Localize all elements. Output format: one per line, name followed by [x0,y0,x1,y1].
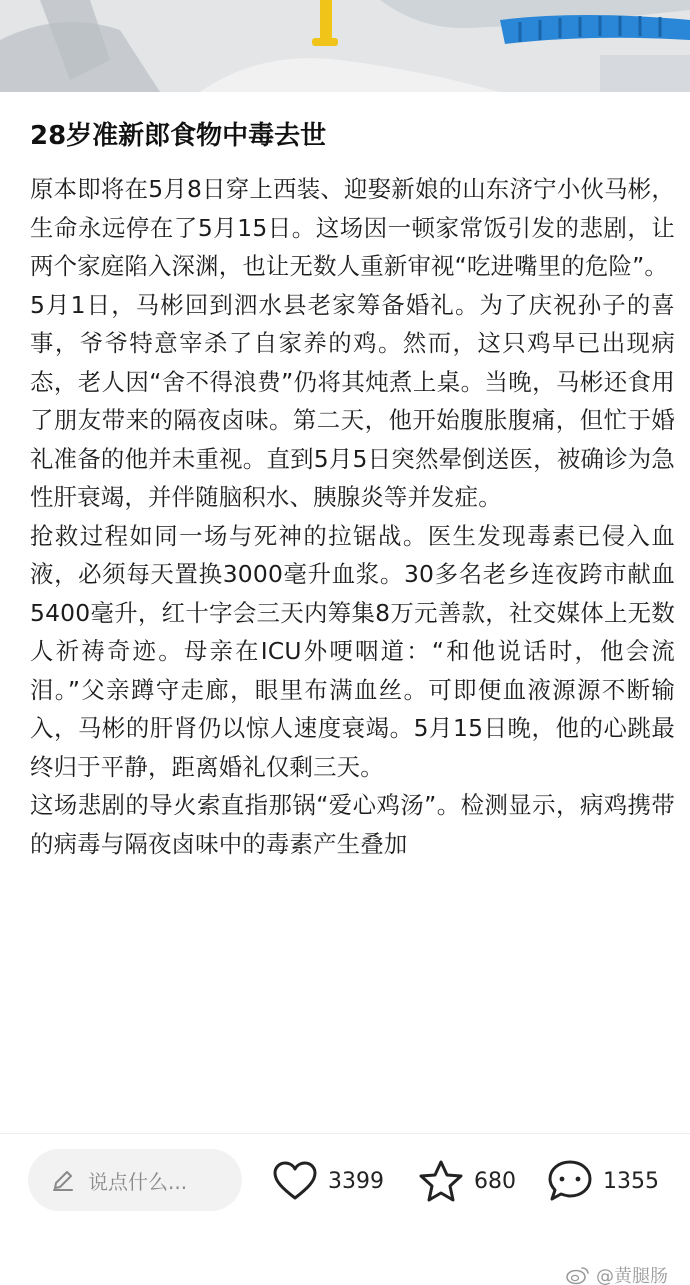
pencil-icon [50,1167,76,1193]
heart-icon [272,1160,318,1202]
comment-placeholder: 说点什么... [88,1169,188,1194]
comment-button[interactable] [547,1156,659,1206]
post-title: 28岁准新郎食物中毒去世 [30,121,327,151]
post-body [30,170,675,1130]
like-button[interactable] [272,1156,384,1206]
like-count: 3399 [328,1168,384,1194]
paragraph-3: 抢救过程如同一场与死神的拉锯战。医生发现毒素已侵入血液，必须每天置换3000毫升血浆。30多名老乡连夜跨市献血5400毫升，红十字会三天内筹集8万元善款，社交媒体上无数人祈祷奇迹。母亲在ICU外哽咽道：“和他说话时，他会流泪。”父亲蹲守走廊，眼里布满血丝。可即便血液源源不断输入，马彬的肝肾仍以惊人速度衰竭。5月15日晚，他的心跳最终归于平静，距离婚礼仅剩三天。 [30,521,675,781]
paragraph-2: 5月1日，马彬回到泗水县老家筹备婚礼。为了庆祝孙子的喜事，爷爷特意宰杀了自家养的鸡。然而，这只鸡早已出现病态，老人因“舍不得浪费”仍将其炖煮上桌。当晚，马彬还食用了朋友带来的隔夜卤味。第二天，他开始腹胀腹痛，但忙于婚礼准备的他并未重视。直到5月5日突然晕倒送医，被确诊为急性肝衰竭，并伴随脑积水、胰腺炎等并发症。 [30,290,675,511]
paragraph-4: 这场悲剧的导火索直指那锅“爱心鸡汤”。检测显示，病鸡携带的病毒与隔夜卤味中的毒素产生叠加 [30,791,675,858]
bottom-action-bar [0,1134,690,1285]
header-photo [0,0,690,92]
watermark-text: @黄腿肠 [596,1266,668,1285]
favorite-button[interactable] [418,1156,516,1206]
weibo-watermark [566,1262,668,1285]
weibo-logo-icon [566,1265,590,1285]
comment-input[interactable] [28,1149,242,1211]
paragraph-1: 原本即将在5月8日穿上西装、迎娶新娘的山东济宁小伙马彬，生命永远停在了5月15日。这场因一顿家常饭引发的悲剧，让两个家庭陷入深渊，也让无数人重新审视“吃进嘴里的危险”。 [30,175,675,280]
chat-bubble-icon [547,1159,593,1203]
hospital-photo-illustration [0,0,690,92]
favorite-count: 680 [474,1168,516,1194]
comment-count: 1355 [603,1168,659,1194]
star-icon [418,1159,464,1203]
